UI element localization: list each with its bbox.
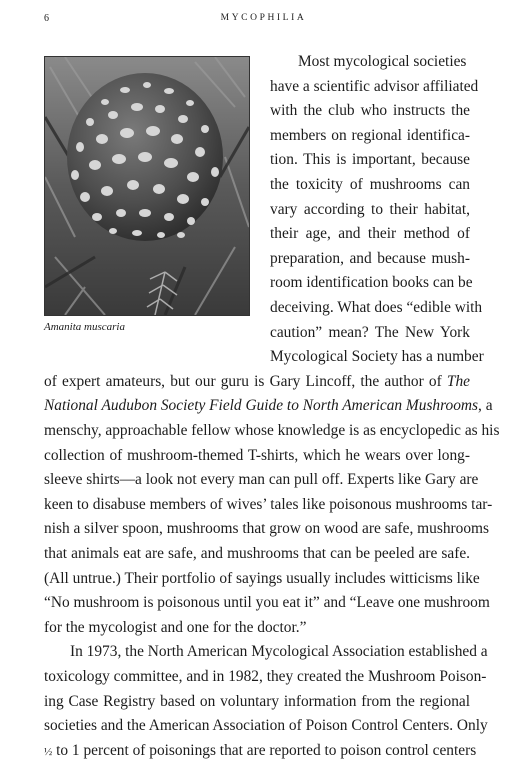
body-line: In 1973, the North American Mycological Association established a xyxy=(70,643,488,661)
page-header xyxy=(44,13,483,27)
body-line: that animals eat are safe, and mushrooms that can be peeled are safe. xyxy=(44,545,470,562)
body-line: nish a silver spoon, mushrooms that grow on wood are safe, mushrooms xyxy=(44,520,489,538)
body-line: “No mushroom is poisonous until you eat it” and “Leave one mushroom xyxy=(44,594,490,612)
running-head: MYCOPHILIA xyxy=(220,13,307,23)
body-line xyxy=(44,394,493,419)
body-line: keen to disabuse members of wives’ tales like poisonous mushrooms tar- xyxy=(44,495,493,513)
body-line xyxy=(44,739,477,764)
body-line xyxy=(44,370,470,395)
body-line: collection of mushroom-themed T-shirts, which he wears over long- xyxy=(44,446,470,464)
body-line: ing Case Registry based on voluntary information from the regional xyxy=(44,692,470,710)
body-line: members on regional identifica- xyxy=(270,126,470,144)
body-text: , a xyxy=(478,397,493,415)
body-line: (All untrue.) Their portfolio of sayings usually includes witticisms like xyxy=(44,569,480,587)
body-line: caution” mean? The New York xyxy=(270,323,470,341)
fraction-half: ½ xyxy=(44,745,53,758)
body-text: to 1 percent of poisonings that are reported to poison control centers xyxy=(52,741,477,759)
mushroom-photo xyxy=(44,56,250,316)
body-line: their age, and their method of xyxy=(270,225,470,243)
body-line: menschy, approachable fellow whose knowledge is as encyclopedic as his xyxy=(44,422,500,439)
body-line: preparation, and because mush- xyxy=(270,249,470,267)
body-line: sleeve shirts—a look not every man can pull off. Experts like Gary are xyxy=(44,471,479,489)
book-title: The xyxy=(446,372,470,390)
body-line: societies and the American Association of Poison Control Centers. Only xyxy=(44,717,488,735)
book-title: National Audubon Society Field Guide to North American Mushrooms xyxy=(44,397,479,415)
body-line: for the mycologist and one for the doctor.” xyxy=(44,618,307,636)
body-line: room identification books can be xyxy=(270,274,473,292)
body-line: vary according to their habitat, xyxy=(270,200,470,218)
figure-caption: Amanita muscaria xyxy=(44,321,125,333)
body-text: of expert amateurs, but our guru is Gary Lincoff, the author of xyxy=(44,372,442,390)
body-line: with the club who instructs the xyxy=(270,102,470,120)
body-line: deceiving. What does “edible with xyxy=(270,299,483,316)
body-line: tion. This is important, because xyxy=(270,151,470,169)
body-line: the toxicity of mushrooms can xyxy=(270,176,470,193)
page-number: 6 xyxy=(44,13,50,24)
body-line: have a scientific advisor affiliated xyxy=(270,77,479,95)
body-line: Mycological Society has a number xyxy=(270,348,484,366)
body-line: toxicology committee, and in 1982, they created the Mushroom Poison- xyxy=(44,668,487,685)
body-line: Most mycological societies xyxy=(298,53,467,70)
